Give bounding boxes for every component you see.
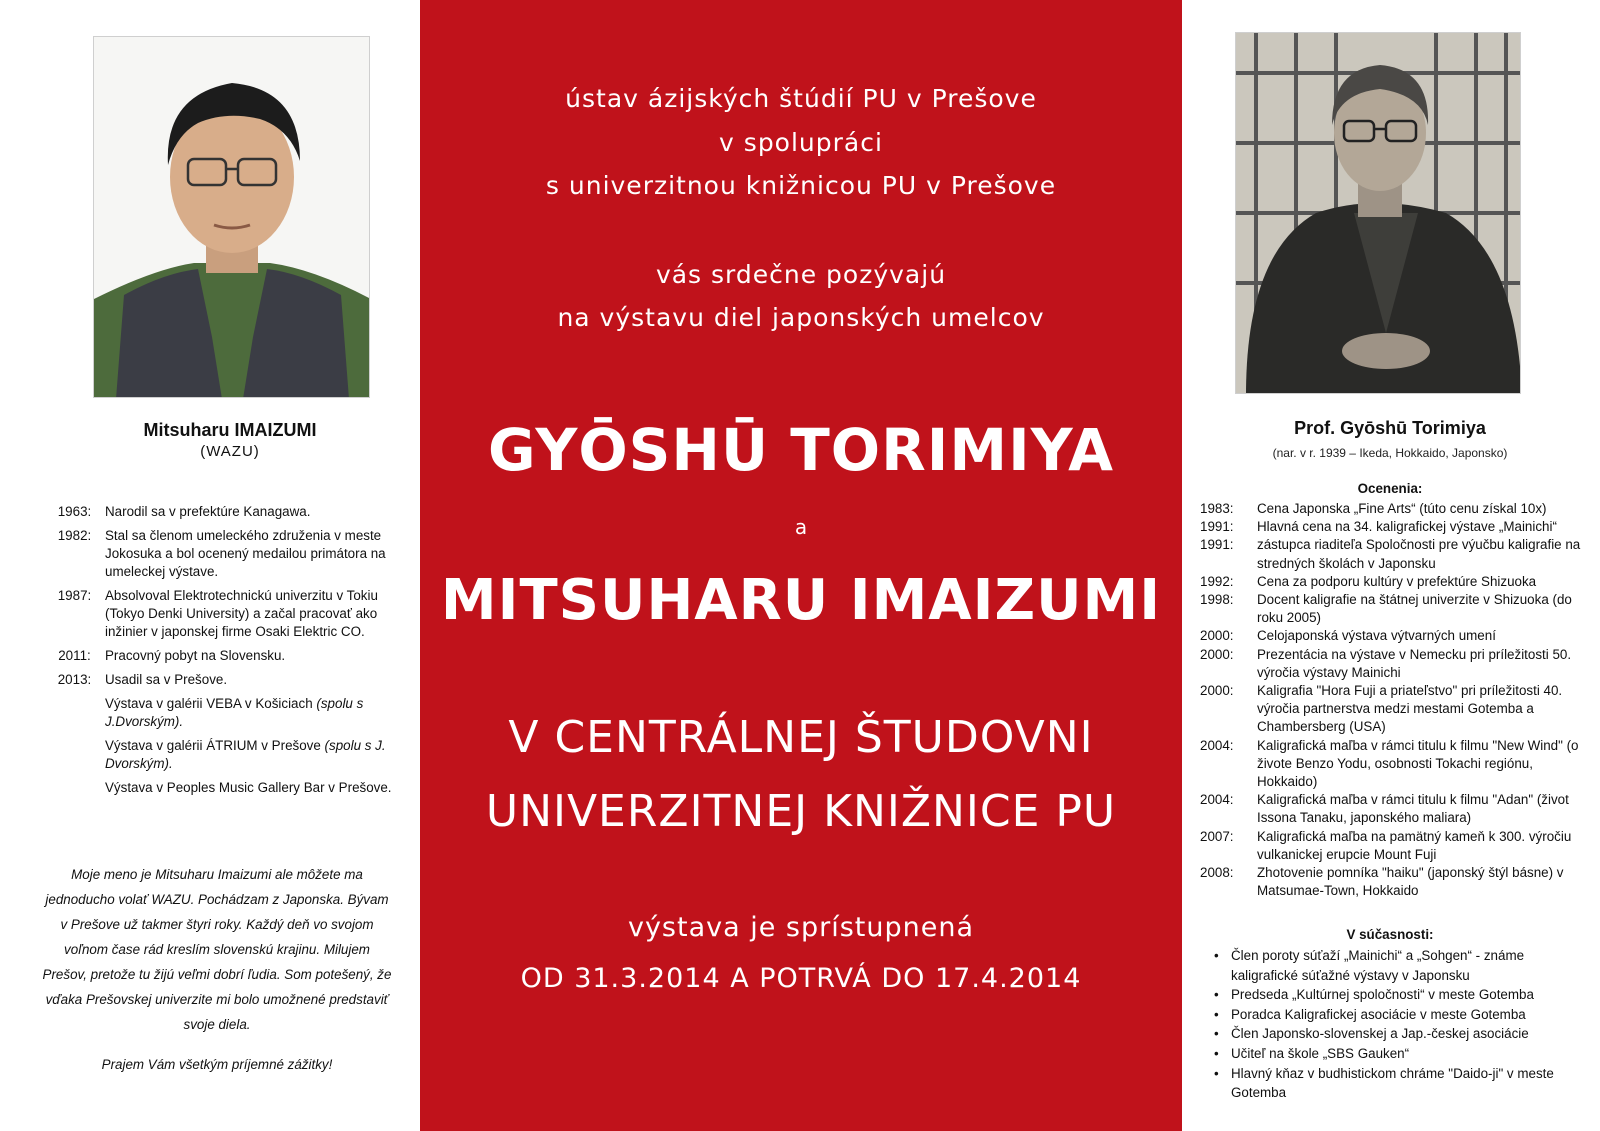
- artist-alias-left: (WAZU): [200, 443, 260, 460]
- timeline-text-main: Výstava v galérii VEBA v Košiciach: [105, 696, 313, 711]
- portrait-imaizumi: [93, 36, 370, 398]
- timeline-text: Narodil sa v prefektúre Kanagawa.: [105, 504, 311, 519]
- timeline-year: [44, 779, 105, 797]
- award-row: [1200, 646, 1590, 682]
- award-row: [1200, 591, 1590, 627]
- list-item: • Člen poroty súťaží „Mainichi“ a „Sohgen“ - známe kaligrafické súťažné výstavy v Japonsku: [1214, 946, 1584, 985]
- organizer-line-3: s univerzitnou knižnicou PU v Prešove: [545, 171, 1057, 200]
- timeline-row: [44, 587, 404, 641]
- award-row: [1200, 682, 1590, 737]
- award-row: [1200, 573, 1590, 591]
- timeline-year: 2011:: [58, 648, 91, 663]
- artist-title-2: MITSUHARU IMAIZUMI: [440, 568, 1162, 633]
- list-item: • Učiteľ na škole „SBS Gauken“: [1214, 1044, 1584, 1064]
- award-year: 2007:: [1200, 828, 1234, 844]
- artist-conjunction: a: [794, 515, 808, 539]
- artist-title-1: GYŌSHŪ TORIMIYA: [488, 416, 1114, 484]
- timeline-year: 1963:: [57, 504, 92, 519]
- invite-line-1: vás srdečne pozývajú: [655, 260, 947, 289]
- current-roles-list: [1214, 946, 1584, 1103]
- award-text: Kaligrafická maľba v rámci titulu k filmu "New Wind" (o živote Benzo Yodu, osobnosti Tokachi regiónu, Hokkaido): [1257, 737, 1579, 790]
- award-text: Cena Japonska „Fine Arts“ (túto cenu získal 10x): [1257, 501, 1547, 516]
- portrait-torimiya: [1235, 32, 1521, 394]
- award-text: Kaligrafická maľba v rámci titulu k filmu "Adan" (život Issona Tanaku, japonského maliara): [1257, 792, 1569, 826]
- timeline-row: [44, 503, 404, 521]
- award-year: 2000:: [1200, 683, 1234, 699]
- awards-list: [1200, 500, 1590, 900]
- award-row: [1200, 864, 1590, 900]
- award-year: 2000:: [1200, 628, 1234, 644]
- timeline-row: [44, 527, 404, 581]
- award-text: Kaligrafická maľba na pamätný kameň k 300. výročiu vulkanickej erupcie Mount Fuji: [1257, 828, 1572, 862]
- award-text: Docent kaligrafie na štátnej univerzite v Shizuoka (do roku 2005): [1257, 592, 1572, 626]
- award-year: 1983:: [1200, 501, 1234, 516]
- award-year: 1992:: [1200, 573, 1234, 589]
- timeline-note: (spolu s J.Dvorským).: [105, 696, 364, 729]
- timeline-text: Stal sa členom umeleckého združenia v meste Jokosuka a bol ocenený medailou primátora na umeleckej výstave.: [105, 528, 386, 579]
- left-column: [0, 0, 420, 1131]
- timeline-year: [44, 695, 105, 731]
- invite-line-2: na výstavu diel japonských umelcov: [557, 303, 1045, 332]
- greeting: Prajem Vám všetkým príjemné zážitky!: [101, 1057, 333, 1072]
- award-year: 1998:: [1200, 592, 1234, 608]
- timeline-text: Pracovný pobyt na Slovensku.: [105, 648, 286, 663]
- organizer-line-2: v spolupráci: [719, 128, 883, 157]
- award-text: Cena za podporu kultúry v prefektúre Shizuoka: [1257, 573, 1537, 589]
- opening-line: výstava je sprístupnená: [627, 912, 975, 943]
- timeline-row: [44, 779, 404, 797]
- award-text: zástupca riaditeľa Spoločnosti pre výučbu kaligrafie na stredných školách v Japonsku: [1257, 537, 1581, 571]
- award-row: [1200, 627, 1590, 645]
- current-roles-heading: V súčasnosti:: [1346, 927, 1434, 942]
- venue-line-2: UNIVERZITNEJ KNIŽNICE PU: [485, 786, 1117, 837]
- timeline-text: Usadil sa v Prešove.: [105, 672, 228, 687]
- award-year: 1991:: [1200, 519, 1234, 535]
- organizer-line-1: ústav ázijských štúdií PU v Prešove: [565, 84, 1037, 113]
- timeline-row: [44, 647, 404, 665]
- timeline-left: [44, 503, 404, 803]
- timeline-year: 1982:: [57, 528, 92, 543]
- list-item: • Predseda „Kultúrnej spoločnosti“ v meste Gotemba: [1214, 985, 1584, 1005]
- timeline-row: [44, 737, 404, 773]
- timeline-text: Výstava v Peoples Music Gallery Bar v Prešove.: [105, 780, 392, 795]
- award-row: [1200, 737, 1590, 792]
- timeline-year: 2013:: [57, 672, 92, 687]
- list-item: • Člen Japonsko-slovenskej a Jap.-českej asociácie: [1214, 1024, 1584, 1044]
- timeline-note: (spolu s J. Dvorským).: [105, 738, 386, 771]
- artist-name-right: Prof. Gyōshū Torimiya: [1294, 418, 1486, 438]
- award-row: [1200, 828, 1590, 864]
- timeline-year: 1987:: [57, 588, 92, 603]
- award-text: Celojaponská výstava výtvarných umení: [1257, 628, 1496, 644]
- list-item: • Hlavný kňaz v budhistickom chráme "Daido-ji" v meste Gotemba: [1214, 1064, 1584, 1103]
- awards-heading: Ocenenia:: [1357, 481, 1423, 496]
- award-row: [1200, 518, 1590, 536]
- portrait-torimiya-image: [1236, 33, 1521, 394]
- award-year: 1991:: [1200, 537, 1234, 553]
- timeline-text-main: Výstava v galérii ÁTRIUM v Prešove: [105, 738, 321, 753]
- award-year: 2000:: [1200, 646, 1234, 662]
- dates-line: OD 31.3.2014 A POTRVÁ DO 17.4.2014: [520, 963, 1082, 994]
- timeline-row: [44, 695, 404, 731]
- venue-line-1: V CENTRÁLNEJ ŠTUDOVNI: [508, 712, 1094, 763]
- award-text: Kaligrafia "Hora Fuji a priateľstvo" pri príležitosti 40. výročia partnerstva medzi mestami Gotemba a Chambersberg (USA): [1257, 683, 1563, 735]
- timeline-text: Absolvoval Elektrotechnickú univerzitu v Tokiu (Tokyo Denki University) a začal pracovať ako inžinier v japonskej firme Osaki Elektric CO.: [105, 588, 378, 639]
- portrait-imaizumi-image: [94, 37, 370, 398]
- award-text: Hlavná cena na 34. kaligrafickej výstave „Mainichi“: [1257, 519, 1557, 535]
- award-row: [1200, 500, 1590, 518]
- award-text: Prezentácia na výstave v Nemecku pri príležitosti 50. výročia výstavy Mainichi: [1257, 646, 1572, 680]
- award-year: 2004:: [1200, 792, 1234, 808]
- timeline-year: [44, 737, 105, 773]
- artist-quote: Moje meno je Mitsuharu Imaizumi ale môžete ma jednoducho volať WAZU. Pochádzam z Japonska. Bývam v Prešove už takmer štyri roky. Každý deň vo svojom voľnom čase rád kreslím slovenskú krajinu. Milujem Prešov, pretože tu žijú veľmi dobrí ľudia. Som potešený, že vďaka Prešovskej univerzite mi bolo umožnené predstaviť svoje diela.: [42, 867, 392, 1032]
- award-row: [1200, 791, 1590, 827]
- award-year: 2008:: [1200, 865, 1234, 881]
- timeline-text: [105, 695, 404, 731]
- award-text: Zhotovenie pomníka "haiku" (japonský štýl básne) v Matsumae-Town, Hokkaido: [1257, 865, 1564, 899]
- invitation-panel: [420, 0, 1182, 1131]
- timeline-text: [105, 737, 404, 773]
- list-item: • Poradca Kaligrafickej asociácie v meste Gotemba: [1214, 1005, 1584, 1025]
- timeline-row: [44, 671, 404, 689]
- artist-name-left: Mitsuharu IMAIZUMI: [143, 420, 317, 440]
- award-year: 2004:: [1200, 737, 1234, 753]
- award-row: [1200, 536, 1590, 572]
- artist-birth-info: (nar. v r. 1939 – Ikeda, Hokkaido, Japonsko): [1272, 446, 1508, 460]
